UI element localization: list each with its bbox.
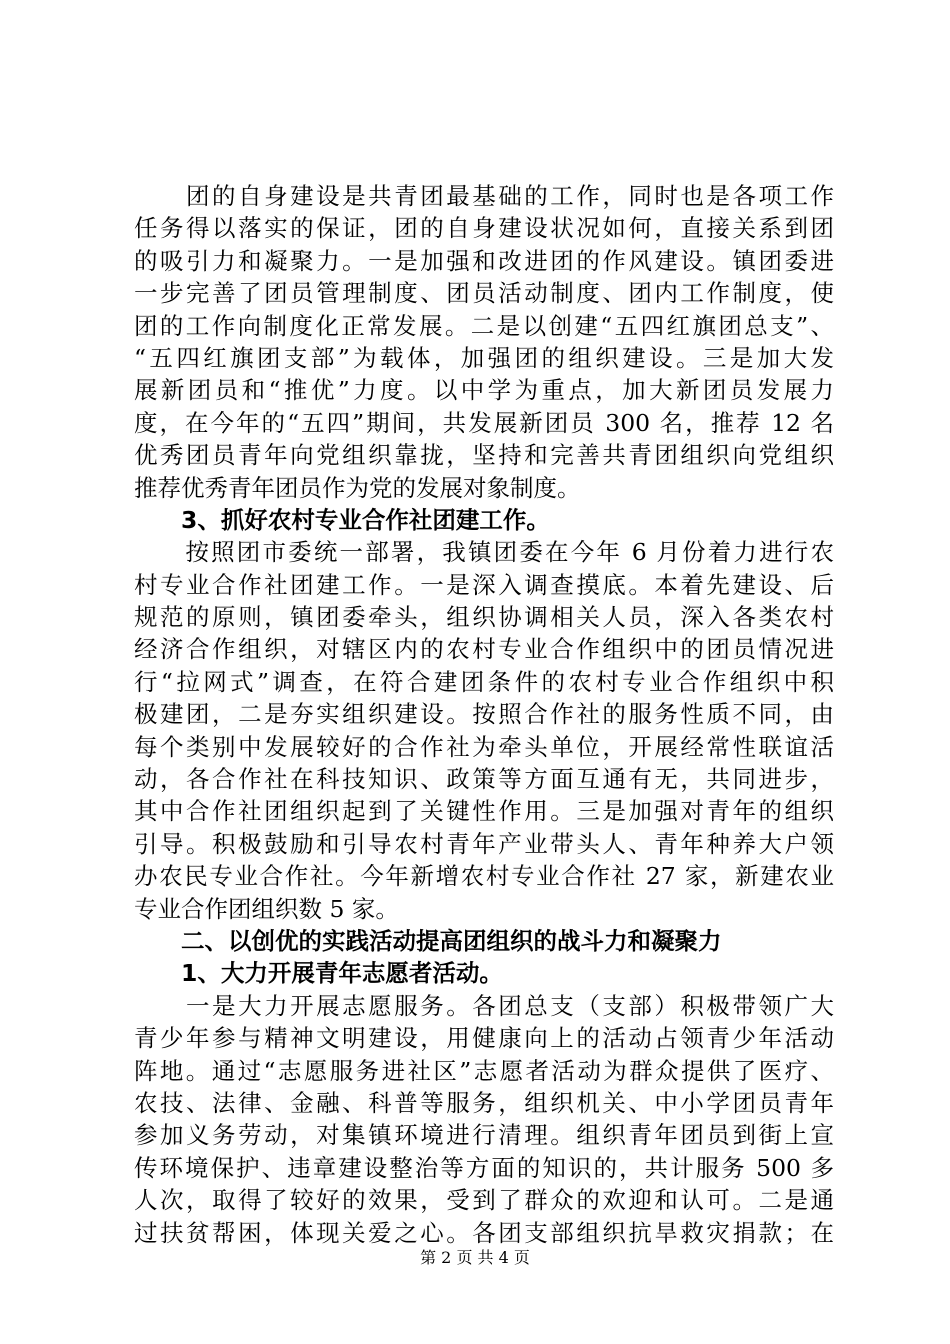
text-line: 村专业合作社团建工作。一是深入调查摸底。本着先建设、后 xyxy=(134,570,834,599)
text-line: 阵地。通过“志愿服务进社区”志愿者活动为群众提供了医疗、 xyxy=(134,1056,834,1085)
section-heading: 二、以创优的实践活动提高团组织的战斗力和凝聚力 xyxy=(134,926,722,955)
text-line: 专业合作团组织数 5 家。 xyxy=(134,894,399,923)
page-footer: 第 2 页 共 4 页 xyxy=(420,1248,530,1267)
text-line: 办农民专业合作社。今年新增农村专业合作社 27 家，新建农业 xyxy=(134,862,834,891)
text-line: 极建团，二是夯实组织建设。按照合作社的服务性质不同，由 xyxy=(134,700,834,729)
document-body xyxy=(134,180,834,1249)
text-line: 推荐优秀青年团员作为党的发展对象制度。 xyxy=(134,473,581,502)
text-line: 经济合作组织，对辖区内的农村专业合作组织中的团员情况进 xyxy=(134,635,834,664)
text-line: 参加义务劳动，对集镇环境进行清理。组织青年团员到街上宣 xyxy=(134,1121,834,1150)
text-line: 规范的原则，镇团委牵头，组织协调相关人员，深入各类农村 xyxy=(134,603,834,632)
text-line: 青少年参与精神文明建设，用健康向上的活动占领青少年活动 xyxy=(134,1024,834,1053)
text-line: 人次，取得了较好的效果，受到了群众的欢迎和认可。二是通 xyxy=(134,1186,834,1215)
text-line: 每个类别中发展较好的合作社为牵头单位，开展经常性联谊活 xyxy=(134,732,834,761)
section-heading: 1、大力开展青年志愿者活动。 xyxy=(134,959,503,988)
text-line: 度，在今年的“五四”期间，共发展新团员 300 名，推荐 12 名 xyxy=(134,408,834,437)
text-line: 任务得以落实的保证，团的自身建设状况如何，直接关系到团 xyxy=(134,214,834,243)
text-line: 按照团市委统一部署，我镇团委在今年 6 月份着力进行农 xyxy=(134,538,834,567)
text-line: 过扶贫帮困，体现关爱之心。各团支部组织抗旱救灾捐款；在 xyxy=(134,1218,834,1247)
text-line: 的吸引力和凝聚力。一是加强和改进团的作风建设。镇团委进 xyxy=(134,246,834,275)
text-line: 一步完善了团员管理制度、团员活动制度、团内工作制度，使 xyxy=(134,279,834,308)
text-line: 团的工作向制度化正常发展。二是以创建“五四红旗团总支”、 xyxy=(134,311,834,340)
text-line: 引导。积极鼓励和引导农村青年产业带头人、青年种养大户领 xyxy=(134,829,834,858)
text-line: 动，各合作社在科技知识、政策等方面互通有无，共同进步， xyxy=(134,765,834,794)
text-line: 传环境保护、违章建设整治等方面的知识的，共计服务 500 多 xyxy=(134,1153,834,1182)
text-line: 一是大力开展志愿服务。各团总支（支部）积极带领广大 xyxy=(134,991,834,1020)
text-line: 行“拉网式”调查，在符合建团条件的农村专业合作组织中积 xyxy=(134,667,834,696)
text-line: 优秀团员青年向党组织靠拢，坚持和完善共青团组织向党组织 xyxy=(134,441,834,470)
text-line: “五四红旗团支部”为载体，加强团的组织建设。三是加大发 xyxy=(134,343,834,372)
section-heading: 3、抓好农村专业合作社团建工作。 xyxy=(134,505,550,534)
text-line: 其中合作社团组织起到了关键性作用。三是加强对青年的组织 xyxy=(134,797,834,826)
text-line: 团的自身建设是共青团最基础的工作，同时也是各项工作 xyxy=(134,182,834,210)
text-line: 展新团员和“推优”力度。以中学为重点，加大新团员发展力 xyxy=(134,376,834,405)
text-line: 农技、法律、金融、科普等服务，组织机关、中小学团员青年 xyxy=(134,1088,834,1117)
